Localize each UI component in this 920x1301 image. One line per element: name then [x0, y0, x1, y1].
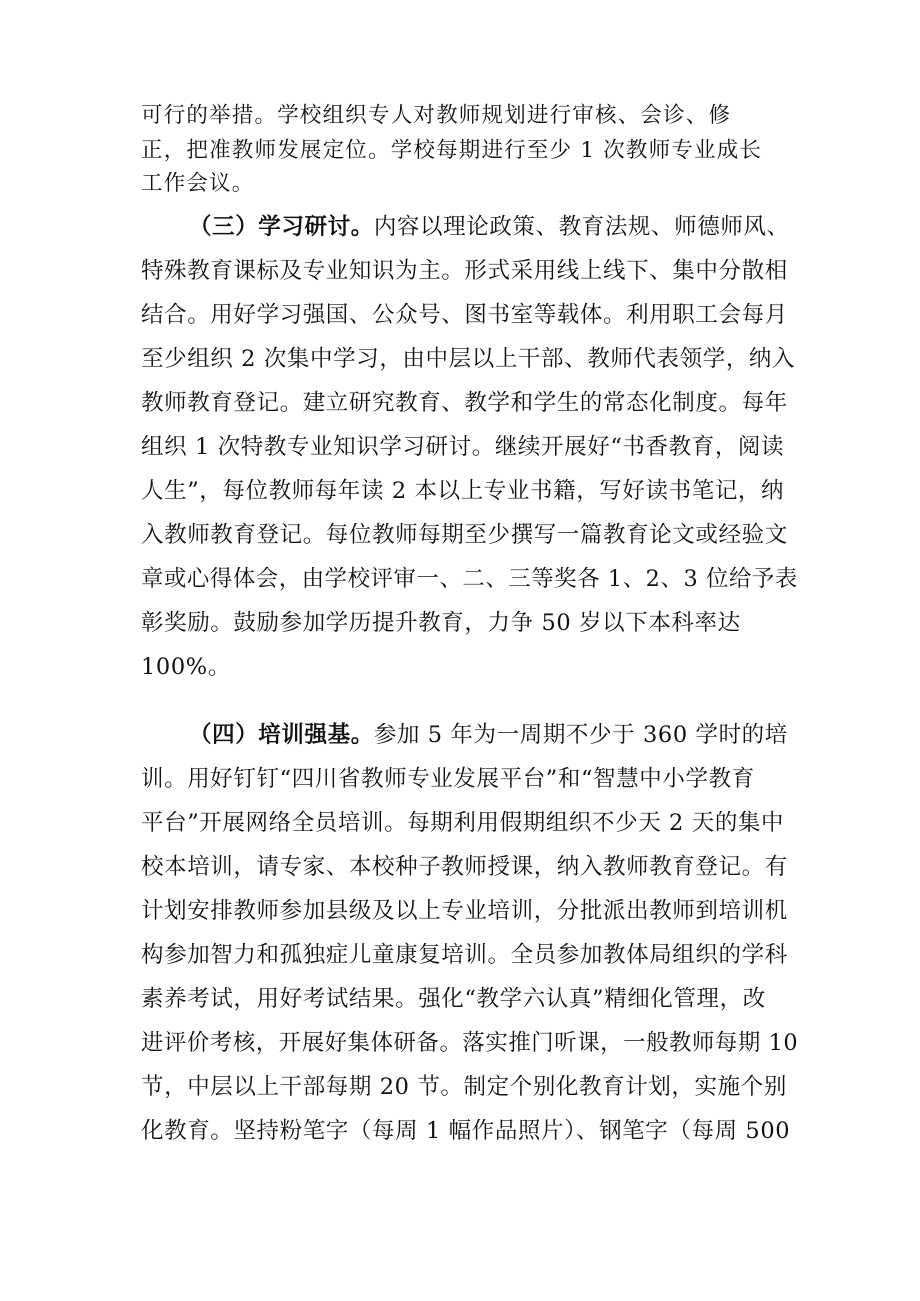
section-3-line: 组织 1 次特教专业知识学习研讨。继续开展好“书香教育，阅读	[141, 434, 785, 460]
section-4-line: 化教育。坚持粉笔字（每周 1 幅作品照片）、钢笔字（每周 500	[141, 1118, 791, 1144]
intro-line: 正，把准教师发展定位。学校每期进行至少 1 次教师专业成长	[141, 138, 763, 163]
section-4-line: 节，中层以上干部每期 20 节。制定个别化教育计划，实施个别	[141, 1074, 787, 1100]
section-3-line: 彰奖励。鼓励参加学历提升教育，力争 50 岁以下本科率达	[141, 610, 741, 636]
section-3-line: 入教师教育登记。每位教师每期至少撰写一篇教育论文或经验文	[141, 522, 788, 548]
section-3-line: 特殊教育课标及专业知识为主。形式采用线上线下、集中分散相	[141, 258, 788, 284]
section-4-heading: （四）培训强基。	[189, 722, 374, 748]
section-3-first-line	[189, 212, 790, 242]
section-4-first-line	[189, 720, 788, 750]
intro-line: 可行的举措。学校组织专人对教师规划进行审核、会诊、修	[141, 103, 732, 128]
intro-line: 工作会议。	[141, 171, 255, 196]
section-4-line: 计划安排教师参加县级及以上专业培训，分批派出教师到培训机	[141, 898, 788, 924]
section-4-line: 训。用好钉钉“四川省教师专业发展平台”和“智慧中小学教育	[141, 766, 755, 792]
section-3-line: 至少组织 2 次集中学习，由中层以上干部、教师代表领学，纳入	[141, 346, 796, 372]
section-3-line: 结合。用好学习强国、公众号、图书室等载体。利用职工会每月	[141, 302, 788, 328]
section-3-line: 章或心得体会，由学校评审一、二、三等奖各 1、2、3 位给予表	[141, 566, 798, 592]
section-4-line: 校本培训，请专家、本校种子教师授课，纳入教师教育登记。有	[141, 854, 788, 880]
section-3-line: 100%。	[141, 654, 231, 680]
section-4-line: 构参加智力和孤独症儿童康复培训。全员参加教体局组织的学科	[141, 942, 788, 968]
section-3-line: 教师教育登记。建立研究教育、教学和学生的常态化制度。每年	[141, 390, 788, 416]
section-3-first-line-text: 内容以理论政策、教育法规、师德师风、	[373, 214, 790, 240]
section-3-heading: （三）学习研讨。	[189, 214, 374, 240]
section-4-line: 平台”开展网络全员培训。每期利用假期组织不少天 2 天的集中	[141, 810, 785, 836]
section-4-line: 素养考试，用好考试结果。强化“教学六认真”精细化管理，改	[141, 986, 766, 1012]
section-4-line: 进评价考核，开展好集体研备。落实推门听课，一般教师每期 10	[141, 1030, 799, 1056]
section-4-first-line-text: 参加 5 年为一周期不少于 360 学时的培	[373, 722, 788, 748]
section-3-line: 人生”，每位教师每年读 2 本以上专业书籍，写好读书笔记，纳	[141, 478, 785, 504]
